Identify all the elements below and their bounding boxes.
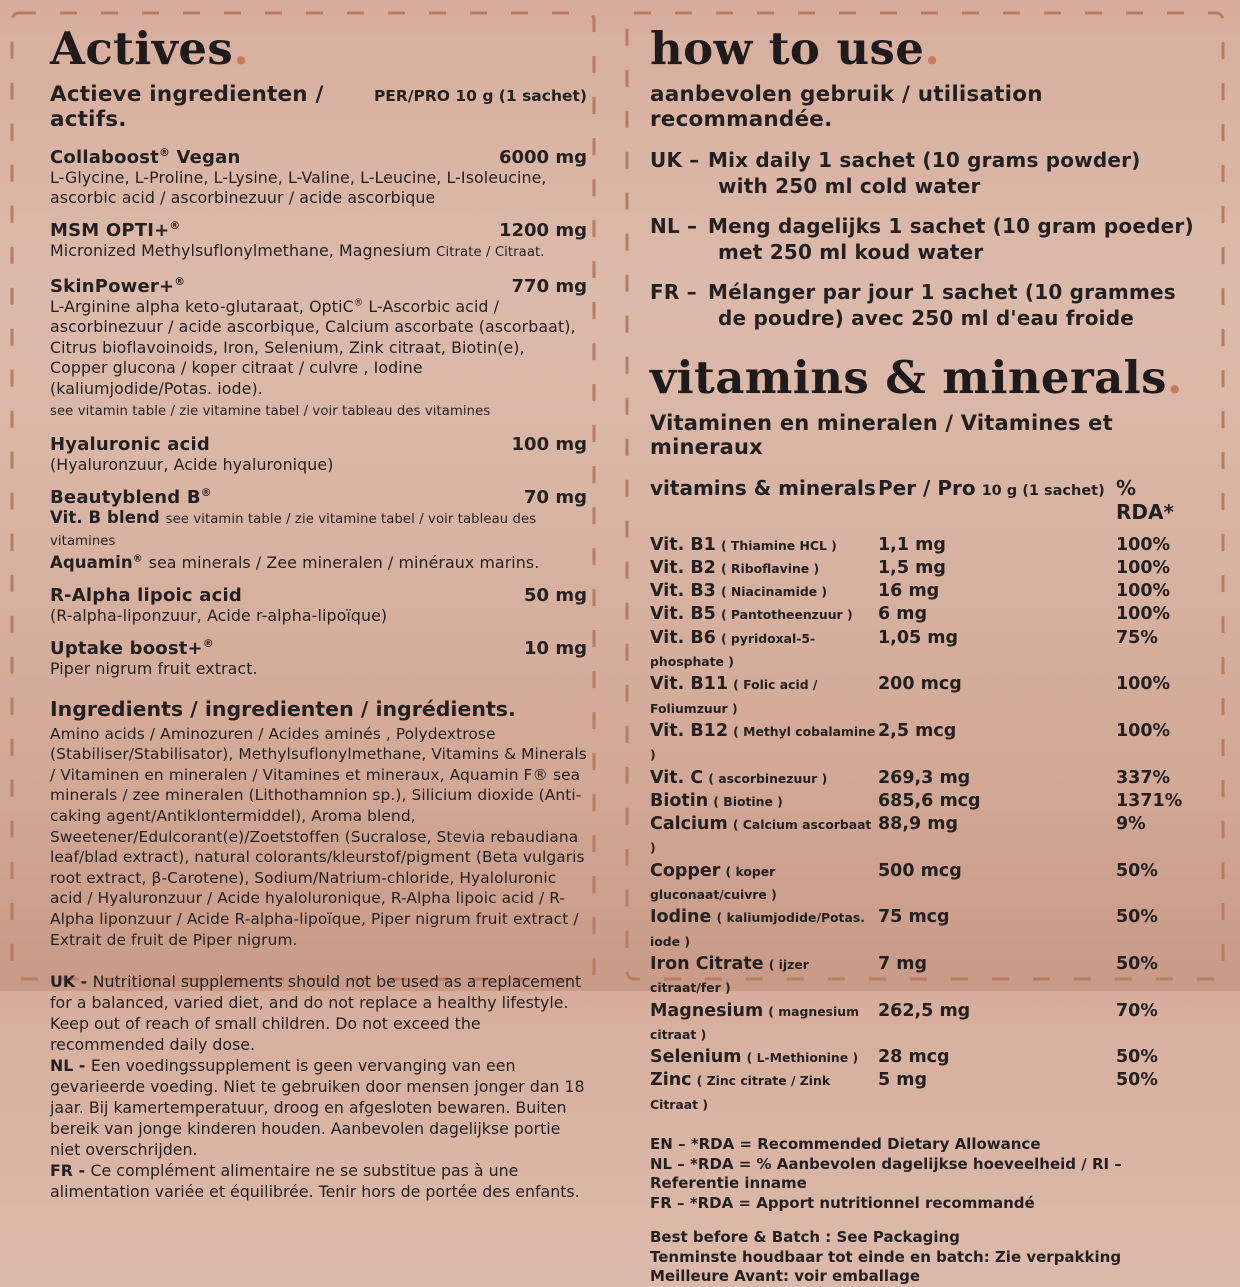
vitamin-name: Vit. B12 [650,720,729,741]
how-to-subtitle-row [650,82,1198,132]
description-segment: Vit. B blend [50,507,166,527]
usage-panel [650,22,1198,1287]
vitamin-name-cell [650,906,878,953]
rda-notes [650,1135,1198,1213]
vitamin-rda: 100% [1116,534,1171,555]
usage-steps [650,147,1198,332]
vitamin-name: Iron Citrate [650,953,764,974]
ingredient-description [50,606,587,627]
active-ingredient-row [50,276,587,297]
ingredient-amount: 770 mg [511,275,587,297]
vitamin-note: ( Calcium ascorbaat ) [650,817,872,856]
step-line-1: Mix daily 1 sachet (10 grams powder) [708,147,1141,172]
vitamin-name: Vit. B1 [650,534,716,555]
vitamin-value: 5 mg [878,1070,928,1091]
vitamin-table-row [650,627,1198,674]
vitamin-name-cell [650,790,878,813]
vitamin-table-row [650,720,1198,767]
vitamin-rda: 100% [1116,557,1171,578]
active-ingredient-row [50,585,587,606]
vitamins-title [650,350,1198,404]
vitamin-value: 28 mcg [878,1047,950,1068]
vitamin-name-cell [650,627,878,674]
how-to-use-title-text: how to use [650,22,925,75]
rda-note-line: EN – *RDA = Recommended Dietary Allowance [650,1135,1041,1154]
vitamins-title-text: vitamins & minerals [650,350,1167,404]
vitamin-value: 1,5 mg [878,557,946,578]
warning-body: Nutritional supplements should not be used as a replacement for a balanced, varied diet, and do not replace a healthy lifestyle. Keep out of reach of small children. Do not exceed the recommended daily dose. [50,972,582,1055]
vitamin-note: ( Niacinamide ) [720,584,828,600]
warning-language-prefix: FR - [50,1161,91,1181]
active-ingredient-item [50,585,587,627]
active-ingredient-row [50,147,587,168]
vitamin-table-row [650,1069,1198,1116]
ingredient-description [50,297,587,423]
warning-text [50,1055,587,1160]
step-line-1: Meng dagelijks 1 sachet (10 gram poeder) [708,213,1194,238]
vitamins-subtitle: Vitaminen en mineralen / Vitamines et mineraux [650,410,1113,459]
description-segment: see vitamin table / zie vitamine tabel / voir tableau des vitamines [50,511,537,550]
active-ingredient-item [50,434,587,476]
col-header-rda: % RDA* [1116,475,1174,524]
active-ingredient-item [50,487,587,574]
vitamin-note: ( ijzer citraat/fer ) [650,956,809,996]
vitamin-table-row [650,1046,1198,1069]
description-segment: sea minerals / Zee mineralen / minéraux marins. [148,552,540,572]
step-line-1: Mélanger par jour 1 sachet (10 grammes [708,279,1176,304]
vitamin-note: ( Zinc citrate / Zink Citraat ) [650,1073,831,1112]
vitamin-note: ( Thiamine HCL ) [720,537,837,553]
ingredient-amount: 6000 mg [498,146,587,168]
step-lines [708,147,1141,200]
ingredient-amount: 1200 mg [498,220,587,242]
active-ingredient-item [50,147,587,209]
vitamin-rda: 9% [1116,814,1146,835]
step-line-2: met 250 ml koud water [718,240,984,265]
batch-notes [650,1228,1198,1287]
vitamin-table-row [650,813,1198,860]
vitamin-name: Vit. C [650,767,704,788]
ingredient-name: Collaboost® Vegan [50,145,241,168]
vitamin-value: 1,05 mg [878,627,959,648]
ingredient-description [50,508,587,574]
active-ingredient-item [50,220,587,264]
vitamin-name-cell [650,720,878,767]
vitamin-name: Vit. B2 [650,557,716,578]
vitamin-value: 1,1 mg [878,534,946,555]
description-segment: Piper nigrum fruit extract. [50,659,258,679]
ingredient-name: Uptake boost+® [50,637,214,660]
how-to-subtitle: aanbevolen gebruik / utilisation recommandée. [650,81,1043,132]
ingredient-name: Hyaluronic acid [50,433,210,455]
vitamin-rda: 75% [1116,627,1158,648]
vitamin-table-row [650,953,1198,1000]
vitamin-rda: 337% [1116,767,1171,788]
ingredient-amount: 50 mg [524,585,587,607]
step-line-2: de poudre) avec 250 ml d'eau froide [718,306,1135,331]
vitamins-table-header [650,476,1198,524]
vitamin-note: ( ascorbinezuur ) [708,770,828,786]
actives-subtitle: Actieve ingredienten / actifs. [50,81,324,132]
vitamin-name: Copper [650,860,721,881]
col-header-per-text: Per / Pro [878,475,976,500]
vitamin-value: 262,5 mg [878,1000,971,1021]
col-header-per [878,476,1116,500]
vitamin-rda: 100% [1116,604,1171,625]
vitamin-name: Vit. B11 [650,674,729,695]
actives-title [50,22,587,75]
vitamin-name: Calcium [650,814,728,835]
vitamin-name: Vit. B3 [650,581,716,602]
vitamin-note: ( Methyl cobalamine ) [650,723,876,763]
vitamin-name-cell [650,534,878,557]
vitamin-value: 2,5 mcg [878,720,957,741]
actives-panel [50,22,587,1202]
vitamin-note: ( L-Methionine ) [746,1050,859,1066]
active-ingredient-item [50,638,587,680]
vitamin-table-row [650,1000,1198,1047]
actives-title-text: Actives [50,22,234,75]
vitamin-name: Vit. B5 [650,604,716,625]
vitamin-name-cell [650,953,878,1000]
usage-step [650,147,1198,200]
vitamin-note: ( pyridoxal-5-phosphate ) [650,630,816,670]
rda-note-line: FR – *RDA = Apport nutritionnel recommandé [650,1193,1035,1212]
vitamin-name: Iodine [650,907,712,928]
vitamin-name-cell [650,1046,878,1069]
vitamin-rda: 50% [1116,1070,1158,1091]
vitamin-name: Selenium [650,1047,742,1068]
serving-size-note: PER/PRO 10 g (1 sachet) [373,86,587,105]
usage-step [650,213,1198,266]
vitamin-value: 685,6 mcg [878,790,981,811]
actives-subtitle-row [50,82,587,132]
vitamin-name-cell [650,860,878,907]
warning-language-prefix: UK - [50,972,93,992]
vitamin-rda: 50% [1116,907,1158,928]
ingredient-name: R-Alpha lipoic acid [50,585,242,607]
warning-language-prefix: NL - [50,1056,91,1076]
how-to-use-title [650,22,1198,75]
ingredient-amount: 10 mg [524,638,587,660]
ingredient-amount: 100 mg [511,433,587,455]
step-lines [708,213,1194,266]
description-segment: see vitamin table / zie vitamine tabel / voir tableau des vitamines [50,403,491,419]
vitamin-name-cell [650,673,878,720]
col-header-name: vitamins & minerals [650,475,876,500]
vitamin-name: Magnesium [650,1000,764,1021]
vitamin-note: ( Pantotheenzuur ) [720,607,853,623]
description-segment: Aquamin® [50,552,143,572]
language-prefix: UK – [650,147,700,172]
active-ingredient-row [50,487,587,508]
title-dot: . [924,22,941,75]
vitamin-value: 75 mcg [878,907,950,928]
actives-list [50,147,587,680]
vitamin-note: ( magnesium citraat ) [650,1003,859,1042]
col-header-serving: 10 g (1 sachet) [981,482,1105,499]
rda-note-line: NL – *RDA = % Aanbevolen dagelijkse hoeveelheid / RI – Referentie inname [650,1154,1122,1193]
vitamin-value: 16 mg [878,581,940,602]
vitamin-table-row [650,906,1198,953]
vitamin-value: 269,3 mg [878,767,971,788]
vitamin-name-cell [650,767,878,790]
vitamin-name-cell [650,1069,878,1116]
vitamin-name: Zinc [650,1070,692,1091]
warnings-block [50,971,587,1202]
description-segment: Micronized Methylsuflonylmethane, Magnesium [50,241,437,261]
vitamin-name-cell [650,580,878,603]
ingredient-amount: 70 mg [524,486,587,508]
vitamin-table-row [650,673,1198,720]
warning-text [50,1160,587,1202]
warning-text [50,971,587,1055]
vitamin-rda: 100% [1116,720,1171,741]
ingredient-description [50,168,587,209]
vitamin-value: 7 mg [878,953,928,974]
vitamins-table [650,534,1198,1116]
vitamin-note: ( Riboflavine ) [720,560,820,576]
vitamin-rda: 100% [1116,674,1171,695]
vitamin-table-row [650,767,1198,790]
batch-note-line: Tenminste houdbaar tot einde en batch: Zie verpakking [650,1247,1122,1266]
vitamin-name-cell [650,557,878,580]
vitamin-rda: 50% [1116,953,1158,974]
vitamins-subtitle-row [650,411,1198,459]
language-prefix: NL – [650,213,698,238]
vitamin-rda: 50% [1116,860,1158,881]
vitamin-value: 6 mg [878,604,928,625]
vitamin-table-row [650,557,1198,580]
vitamin-name: Biotin [650,790,709,811]
ingredients-text: Amino acids / Aminozuren / Acides aminés , Polydextrose (Stabiliser/Stabilisator), Methylsuflonylmethane, Vitamins & Minerals / Vitaminen en mineralen / Vitamines et mineraux, Aquamin F® sea minerals / zee mineralen (Lithothamnion sp.), Silicium dioxide (Anti-caking agent/Antiklontermiddel), Aroma blend, Sweetener/Edulcorant(e)/Zoetstoffen (Sucralose, Stevia rebaudiana leaf/blad extract), natural colorants/kleurstof/pigment (Beta vulgaris root extract, β-Carotene), Sodium/Natrium-chloride, Hyaloluronic acid / Hyaluronzuur / Acide hyaloluronique, R-Alpha lipoic acid / R-Alpha liponzuur / Acide R-alpha-lipoïque, Piper nigrum fruit extract / Extrait de fruit de Piper nigrum. [50,724,587,949]
vitamin-rda: 1371% [1116,790,1183,811]
ingredient-description [50,659,587,680]
description-segment: L-Glycine, L-Proline, L-Lysine, L-Valine, L-Leucine, L-Isoleucine, ascorbic acid / ascorbinezuur / acide ascorbique [50,167,547,208]
warning-body: Een voedingssupplement is geen vervanging van een gevarieerde voeding. Niet te gebruiken door mensen jonger dan 18 jaar. Bij kamertemperatuur, droog en afgesloten bewaren. Buiten bereik van jonge kinderen houden. Aanbevolen dagelijkse portie niet overschrijden. [50,1056,585,1160]
description-segment: (R-alpha-liponzuur, Acide r-alpha-lipoïque) [50,606,388,626]
step-lines [708,279,1176,332]
vitamin-name-cell [650,1000,878,1047]
title-dot: . [233,22,250,75]
vitamin-note: ( Folic acid / Foliumzuur ) [650,677,818,716]
vitamin-table-row [650,790,1198,813]
active-ingredient-row [50,638,587,659]
vitamin-table-row [650,580,1198,603]
vitamin-name: Vit. B6 [650,627,716,648]
vitamin-table-row [650,534,1198,557]
active-ingredient-row [50,220,587,241]
vitamin-rda: 100% [1116,581,1171,602]
ingredient-name: MSM OPTI+® [50,219,181,242]
step-line-2: with 250 ml cold water [718,174,981,199]
batch-note-line: Best before & Batch : See Packaging [650,1228,960,1247]
vitamin-rda: 50% [1116,1047,1158,1068]
ingredient-description [50,455,587,476]
vitamin-rda: 70% [1116,1000,1158,1021]
vitamin-note: ( koper gluconaat/cuivre ) [650,863,777,903]
ingredient-name: SkinPower+® [50,274,186,297]
language-prefix: FR – [650,279,697,304]
vitamin-table-row [650,860,1198,907]
title-dot: . [1166,350,1183,404]
ingredient-description [50,241,587,264]
vitamin-value: 200 mcg [878,674,962,695]
description-segment: (Hyaluronzuur, Acide hyaluronique) [50,454,334,474]
active-ingredient-item [50,276,587,423]
active-ingredient-row [50,434,587,455]
vitamin-table-row [650,603,1198,626]
batch-note-line: Meilleure Avant: voir emballage [650,1267,921,1286]
vitamin-name-cell [650,813,878,860]
warning-body: Ce complément alimentaire ne se substitue pas à une alimentation variée et équilibrée. Tenir hors de portée des enfants. [50,1161,580,1202]
vitamin-note: ( kaliumjodide/Potas. iode ) [650,910,865,949]
description-segment: Citrate / Citraat. [436,245,545,261]
vitamin-value: 500 mcg [878,860,962,881]
vitamin-note: ( Biotine ) [713,793,783,809]
usage-step [650,279,1198,332]
vitamin-name-cell [650,603,878,626]
vitamin-value: 88,9 mg [878,814,959,835]
ingredient-name: Beautyblend B® [50,485,212,508]
ingredients-heading: Ingredients / ingredienten / ingrédients. [50,696,516,721]
description-segment: L-Arginine alpha keto-glutaraat, OptiC® L-Ascorbic acid / ascorbinezuur / acide ascorbique, Calcium ascorbate (ascorbaat), Citrus bioflavoinoids, Iron, Selenium, Zink citraat, Biotin(e), Copper glucona / koper citraat / culvre , Iodine (kaliumjodide/Potas. iode). [50,296,576,398]
